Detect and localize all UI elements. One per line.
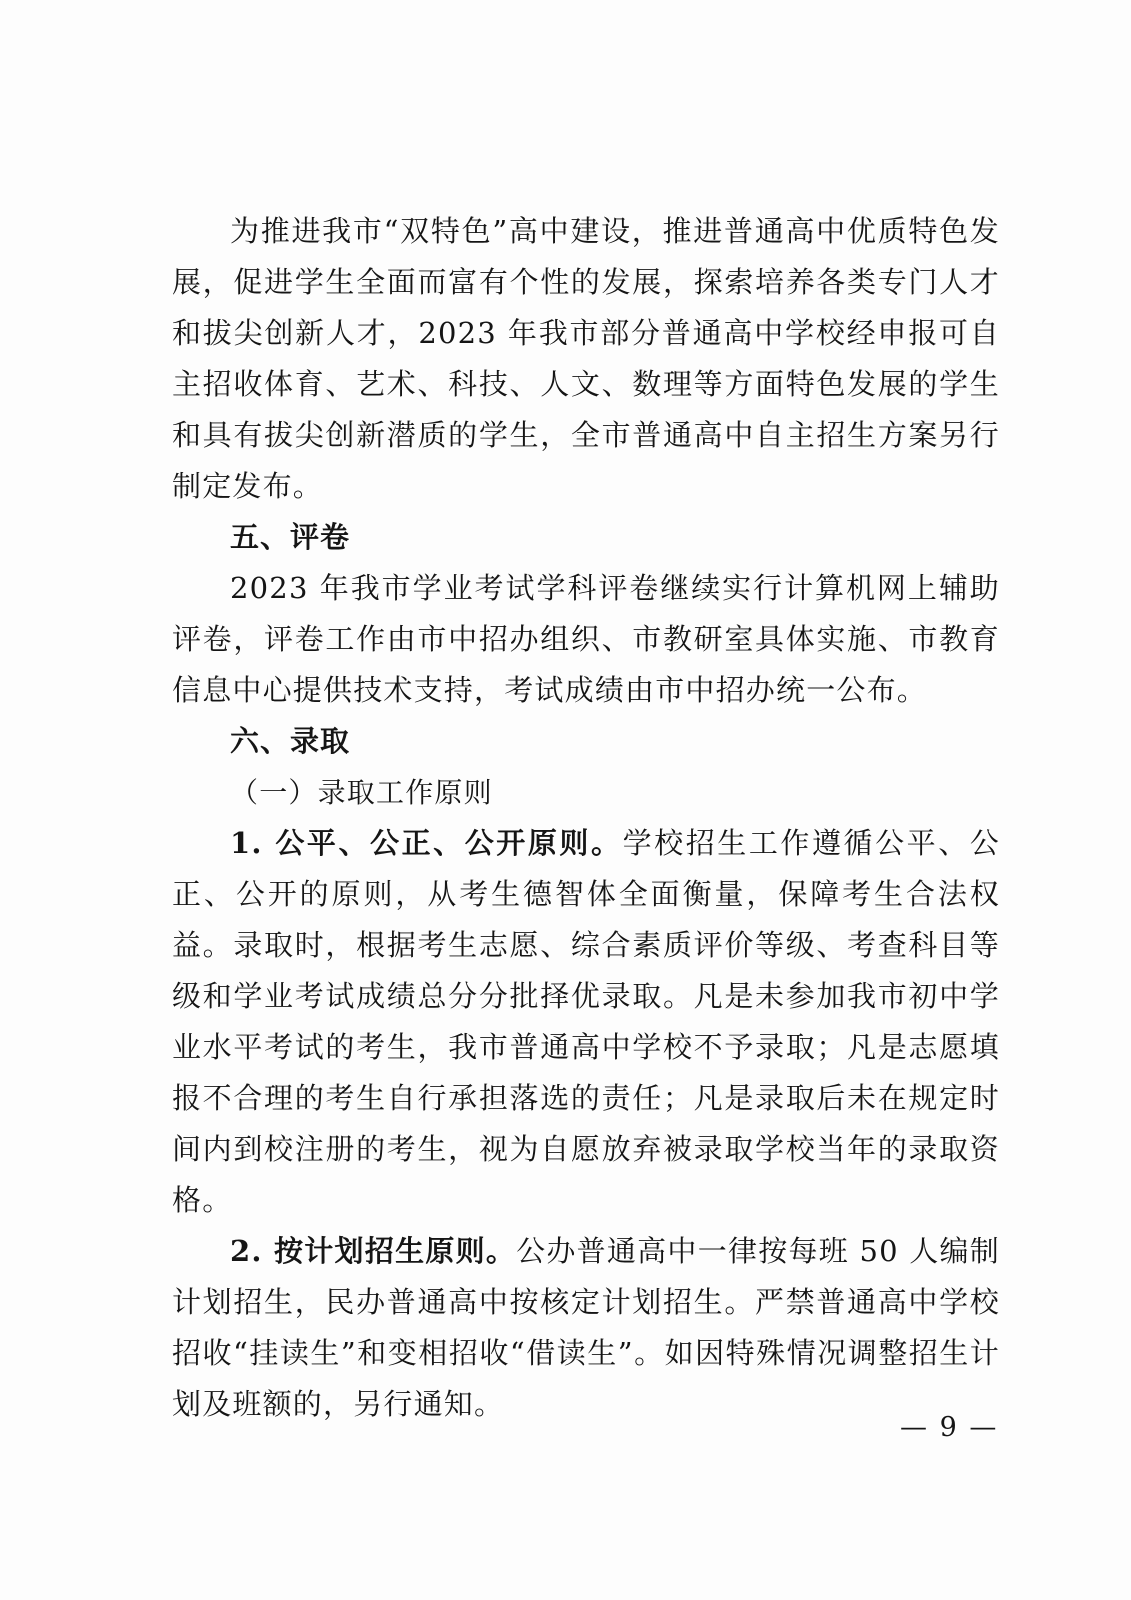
section-heading-evaluation: 五、评卷 <box>230 520 351 554</box>
principle-fairness-paragraph <box>172 818 1000 1226</box>
intro-paragraph: 为推进我市“双特色”高中建设，推进普通高中优质特色发展，促进学生全面而富有个性的发展，探索培养各类专门人才和拔尖创新人才，2023 年我市部分普通高中学校经申报可自主招收体育、艺术、科技、人文、数理等方面特色发展的学生和具有拔尖创新潜质的学生，全市普通高中自主招生方案另行制定发布。 <box>172 214 1000 503</box>
principle-plan-text: 公办普通高中一律按每班 50 人编制计划招生，民办普通高中按核定计划招生。严禁普通高中学校招收“挂读生”和变相招收“借读生”。如因特殊情况调整招生计划及班额的，另行通知。 <box>172 1234 1000 1421</box>
principle-fairness-text: 学校招生工作遵循公平、公正、公开的原则，从考生德智体全面衡量，保障考生合法权益。录取时，根据考生志愿、综合素质评价等级、考查科目等级和学业考试成绩总分分批择优录取。凡是未参加我市初中学业水平考试的考生，我市普通高中学校不予录取；凡是志愿填报不合理的考生自行承担落选的责任；凡是录取后未在规定时间内到校注册的考生，视为自愿放弃被录取学校当年的录取资格。 <box>172 826 1001 1217</box>
subsection-heading-admission-principles: （一）录取工作原则 <box>230 776 493 809</box>
page-number: — 9 — <box>900 1412 999 1443</box>
principle-plan-title: 2. 按计划招生原则。 <box>230 1234 517 1268</box>
evaluation-paragraph: 2023 年我市学业考试学科评卷继续实行计算机网上辅助评卷，评卷工作由市中招办组织、市教研室具体实施、市教育信息中心提供技术支持，考试成绩由市中招办统一公布。 <box>172 571 1000 707</box>
principle-plan-paragraph <box>172 1226 1000 1430</box>
section-heading-admission: 六、录取 <box>230 724 351 758</box>
principle-fairness-title: 1. 公平、公正、公开原则。 <box>230 826 623 860</box>
document-body <box>172 206 1000 1430</box>
